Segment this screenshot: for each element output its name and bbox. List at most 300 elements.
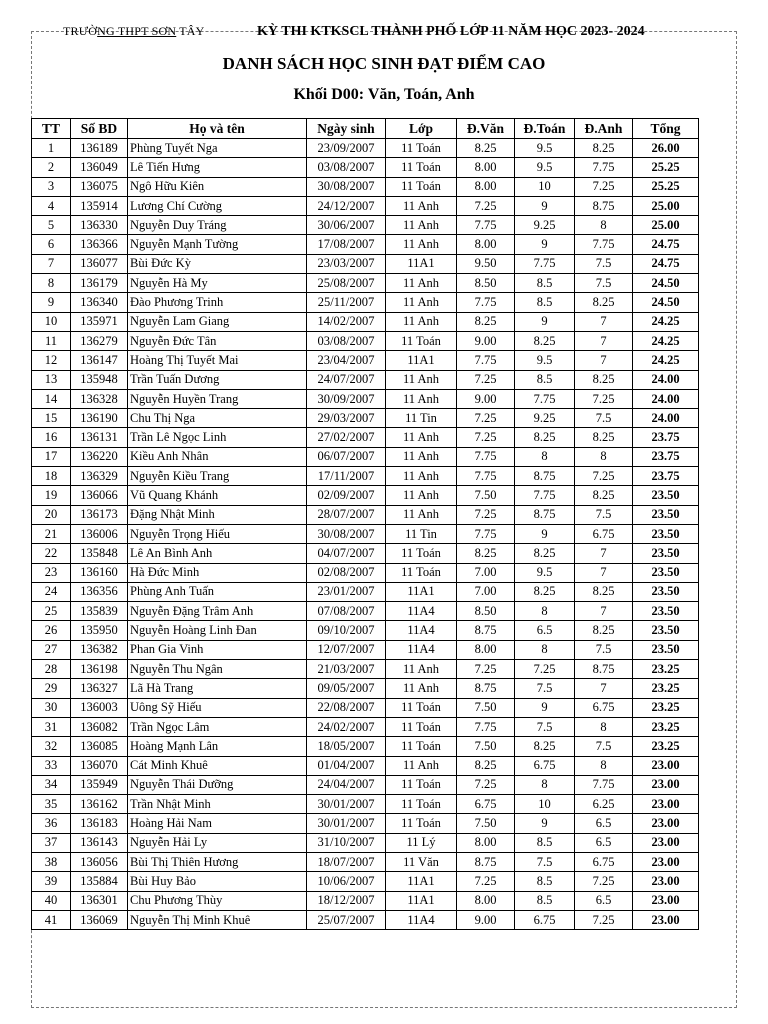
cell-van: 8.25 (457, 312, 515, 331)
cell-van: 8.75 (457, 621, 515, 640)
cell-tt: 20 (32, 505, 71, 524)
table-row (32, 640, 699, 659)
cell-name: Phùng Tuyết Nga (128, 139, 307, 158)
cell-toan: 8.5 (515, 370, 575, 389)
cell-class: 11 Toán (386, 158, 457, 177)
cell-tt: 24 (32, 582, 71, 601)
cell-name: Bùi Thị Thiên Hương (128, 852, 307, 871)
cell-sbd: 136329 (71, 467, 128, 486)
cell-anh: 8.25 (575, 370, 633, 389)
cell-name: Trần Ngọc Lâm (128, 717, 307, 736)
cell-dob: 25/07/2007 (307, 910, 386, 929)
cell-total: 23.25 (633, 679, 699, 698)
cell-toan: 9 (515, 235, 575, 254)
cell-toan: 7.75 (515, 389, 575, 408)
cell-dob: 24/04/2007 (307, 775, 386, 794)
cell-sbd: 136147 (71, 351, 128, 370)
cell-sbd: 136056 (71, 852, 128, 871)
cell-van: 7.00 (457, 582, 515, 601)
cell-name: Nguyễn Đặng Trâm Anh (128, 602, 307, 621)
cell-dob: 21/03/2007 (307, 660, 386, 679)
cell-dob: 01/04/2007 (307, 756, 386, 775)
cell-toan: 8.25 (515, 582, 575, 601)
cell-class: 11 Toán (386, 814, 457, 833)
cell-total: 24.00 (633, 409, 699, 428)
cell-name: Đào Phương Trinh (128, 293, 307, 312)
cell-toan: 7.75 (515, 486, 575, 505)
cell-total: 24.25 (633, 331, 699, 350)
results-table (31, 118, 699, 930)
table-row (32, 177, 699, 196)
cell-sbd: 135914 (71, 196, 128, 215)
cell-sbd: 136328 (71, 389, 128, 408)
cell-tt: 40 (32, 891, 71, 910)
cell-sbd: 135949 (71, 775, 128, 794)
cell-total: 23.75 (633, 447, 699, 466)
cell-class: 11 Toán (386, 177, 457, 196)
cell-toan: 8.5 (515, 833, 575, 852)
cell-van: 7.75 (457, 524, 515, 543)
cell-name: Trần Tuấn Dương (128, 370, 307, 389)
cell-class: 11 Anh (386, 447, 457, 466)
cell-dob: 27/02/2007 (307, 428, 386, 447)
cell-total: 23.50 (633, 582, 699, 601)
cell-tt: 8 (32, 274, 71, 293)
table-row (32, 216, 699, 235)
cell-dob: 24/02/2007 (307, 717, 386, 736)
cell-van: 9.00 (457, 389, 515, 408)
table-row (32, 331, 699, 350)
cell-van: 8.00 (457, 177, 515, 196)
table-row (32, 486, 699, 505)
cell-dob: 17/08/2007 (307, 235, 386, 254)
cell-tt: 5 (32, 216, 71, 235)
cell-dob: 30/01/2007 (307, 814, 386, 833)
cell-toan: 7.5 (515, 717, 575, 736)
cell-anh: 6.75 (575, 698, 633, 717)
cell-toan: 9 (515, 814, 575, 833)
cell-tt: 33 (32, 756, 71, 775)
cell-total: 23.75 (633, 467, 699, 486)
cell-class: 11 Anh (386, 505, 457, 524)
cell-tt: 34 (32, 775, 71, 794)
cell-name: Nguyễn Duy Tráng (128, 216, 307, 235)
cell-class: 11 Anh (386, 274, 457, 293)
group-title: Khối D00: Văn, Toán, Anh (293, 86, 475, 103)
table-row (32, 274, 699, 293)
table-row (32, 196, 699, 215)
cell-class: 11 Anh (386, 370, 457, 389)
cell-anh: 8.25 (575, 139, 633, 158)
cell-total: 24.00 (633, 370, 699, 389)
cell-dob: 22/08/2007 (307, 698, 386, 717)
cell-dob: 23/09/2007 (307, 139, 386, 158)
cell-tt: 15 (32, 409, 71, 428)
cell-dob: 14/02/2007 (307, 312, 386, 331)
cell-class: 11 Anh (386, 467, 457, 486)
cell-name: Nguyễn Huyền Trang (128, 389, 307, 408)
cell-class: 11 Tin (386, 409, 457, 428)
cell-name: Lê Tiến Hưng (128, 158, 307, 177)
cell-tt: 2 (32, 158, 71, 177)
cell-total: 23.00 (633, 814, 699, 833)
cell-class: 11 Văn (386, 852, 457, 871)
exam-title: KỲ THI KTKSCL THÀNH PHỐ LỚP 11 NĂM HỌC 2023- 2024 (257, 24, 645, 39)
cell-sbd: 136003 (71, 698, 128, 717)
cell-total: 25.25 (633, 177, 699, 196)
cell-sbd: 136006 (71, 524, 128, 543)
cell-toan: 9 (515, 524, 575, 543)
cell-sbd: 136085 (71, 737, 128, 756)
cell-anh: 7 (575, 563, 633, 582)
cell-total: 23.00 (633, 872, 699, 891)
cell-class: 11 Lý (386, 833, 457, 852)
table-row (32, 852, 699, 871)
table-row (32, 235, 699, 254)
cell-toan: 8.25 (515, 737, 575, 756)
table-row (32, 737, 699, 756)
cell-toan: 8.75 (515, 505, 575, 524)
cell-tt: 12 (32, 351, 71, 370)
cell-dob: 18/07/2007 (307, 852, 386, 871)
cell-name: Kiều Anh Nhân (128, 447, 307, 466)
cell-class: 11 Anh (386, 660, 457, 679)
table-row (32, 428, 699, 447)
cell-class: 11A1 (386, 351, 457, 370)
cell-sbd: 135950 (71, 621, 128, 640)
cell-sbd: 136075 (71, 177, 128, 196)
column-header: Ngày sinh (307, 119, 386, 139)
cell-class: 11 Toán (386, 331, 457, 350)
cell-van: 8.00 (457, 235, 515, 254)
cell-van: 7.75 (457, 351, 515, 370)
cell-class: 11 Toán (386, 775, 457, 794)
cell-toan: 9.25 (515, 409, 575, 428)
cell-name: Trần Lê Ngọc Linh (128, 428, 307, 447)
cell-anh: 7.25 (575, 177, 633, 196)
cell-sbd: 136183 (71, 814, 128, 833)
cell-class: 11 Toán (386, 737, 457, 756)
column-header: Lớp (386, 119, 457, 139)
cell-anh: 8.25 (575, 293, 633, 312)
cell-name: Lương Chí Cường (128, 196, 307, 215)
cell-anh: 7.5 (575, 254, 633, 273)
cell-van: 9.00 (457, 910, 515, 929)
cell-class: 11A1 (386, 891, 457, 910)
cell-total: 23.25 (633, 660, 699, 679)
cell-van: 7.75 (457, 447, 515, 466)
cell-tt: 35 (32, 795, 71, 814)
cell-sbd: 136160 (71, 563, 128, 582)
cell-anh: 8.25 (575, 621, 633, 640)
cell-name: Hoàng Mạnh Lân (128, 737, 307, 756)
table-row (32, 312, 699, 331)
cell-anh: 6.5 (575, 833, 633, 852)
cell-dob: 29/03/2007 (307, 409, 386, 428)
cell-tt: 11 (32, 331, 71, 350)
cell-anh: 6.75 (575, 524, 633, 543)
cell-van: 7.25 (457, 660, 515, 679)
cell-toan: 8 (515, 640, 575, 659)
cell-dob: 30/08/2007 (307, 177, 386, 196)
cell-anh: 8.25 (575, 582, 633, 601)
cell-toan: 7.5 (515, 852, 575, 871)
table-row (32, 679, 699, 698)
cell-van: 8.00 (457, 833, 515, 852)
cell-sbd: 136082 (71, 717, 128, 736)
cell-tt: 28 (32, 660, 71, 679)
cell-total: 23.50 (633, 544, 699, 563)
cell-toan: 9 (515, 196, 575, 215)
cell-toan: 6.5 (515, 621, 575, 640)
cell-name: Vũ Quang Khánh (128, 486, 307, 505)
cell-total: 24.00 (633, 389, 699, 408)
cell-van: 7.25 (457, 196, 515, 215)
school-name-prefix: TRƯỜ (63, 24, 98, 38)
cell-class: 11A4 (386, 602, 457, 621)
cell-total: 23.25 (633, 717, 699, 736)
cell-sbd: 136162 (71, 795, 128, 814)
table-row (32, 293, 699, 312)
column-header: TT (32, 119, 71, 139)
cell-class: 11A4 (386, 910, 457, 929)
cell-van: 7.75 (457, 216, 515, 235)
cell-tt: 6 (32, 235, 71, 254)
cell-van: 8.25 (457, 756, 515, 775)
table-body (32, 139, 699, 930)
cell-name: Nguyễn Lam Giang (128, 312, 307, 331)
cell-sbd: 136356 (71, 582, 128, 601)
cell-total: 23.00 (633, 756, 699, 775)
table-row (32, 698, 699, 717)
cell-dob: 09/10/2007 (307, 621, 386, 640)
cell-name: Lã Hà Trang (128, 679, 307, 698)
cell-name: Hà Đức Minh (128, 563, 307, 582)
cell-anh: 8.75 (575, 196, 633, 215)
table-row (32, 717, 699, 736)
cell-name: Đặng Nhật Minh (128, 505, 307, 524)
cell-sbd: 136077 (71, 254, 128, 273)
cell-dob: 03/08/2007 (307, 331, 386, 350)
cell-sbd: 136131 (71, 428, 128, 447)
cell-total: 26.00 (633, 139, 699, 158)
cell-toan: 7.75 (515, 254, 575, 273)
cell-name: Nguyễn Hoàng Linh Đan (128, 621, 307, 640)
cell-van: 8.75 (457, 852, 515, 871)
cell-name: Nguyễn Thu Ngân (128, 660, 307, 679)
cell-name: Lê An Bình Anh (128, 544, 307, 563)
cell-tt: 9 (32, 293, 71, 312)
cell-sbd: 135884 (71, 872, 128, 891)
table-row (32, 833, 699, 852)
cell-total: 23.50 (633, 524, 699, 543)
cell-tt: 22 (32, 544, 71, 563)
cell-name: Bùi Huy Bảo (128, 872, 307, 891)
table-row (32, 910, 699, 929)
cell-sbd: 136190 (71, 409, 128, 428)
cell-tt: 41 (32, 910, 71, 929)
cell-anh: 8.25 (575, 428, 633, 447)
cell-toan: 8.75 (515, 467, 575, 486)
table-row (32, 409, 699, 428)
cell-dob: 23/01/2007 (307, 582, 386, 601)
cell-van: 7.25 (457, 370, 515, 389)
cell-van: 6.75 (457, 795, 515, 814)
cell-dob: 18/12/2007 (307, 891, 386, 910)
cell-toan: 8.5 (515, 872, 575, 891)
cell-van: 7.50 (457, 486, 515, 505)
cell-tt: 7 (32, 254, 71, 273)
cell-dob: 02/08/2007 (307, 563, 386, 582)
cell-name: Nguyễn Thái Dưỡng (128, 775, 307, 794)
cell-class: 11A1 (386, 582, 457, 601)
cell-van: 8.00 (457, 891, 515, 910)
cell-toan: 8.5 (515, 293, 575, 312)
cell-tt: 19 (32, 486, 71, 505)
cell-anh: 6.5 (575, 814, 633, 833)
cell-toan: 8.5 (515, 891, 575, 910)
cell-class: 11A4 (386, 640, 457, 659)
cell-class: 11 Toán (386, 139, 457, 158)
cell-anh: 7.5 (575, 274, 633, 293)
cell-name: Phùng Anh Tuấn (128, 582, 307, 601)
cell-tt: 3 (32, 177, 71, 196)
cell-sbd: 136070 (71, 756, 128, 775)
cell-tt: 23 (32, 563, 71, 582)
cell-toan: 9.5 (515, 139, 575, 158)
cell-dob: 10/06/2007 (307, 872, 386, 891)
cell-class: 11 Toán (386, 717, 457, 736)
cell-anh: 8.75 (575, 660, 633, 679)
cell-dob: 30/09/2007 (307, 389, 386, 408)
cell-name: Nguyễn Hà My (128, 274, 307, 293)
cell-dob: 02/09/2007 (307, 486, 386, 505)
cell-sbd: 135839 (71, 602, 128, 621)
cell-name: Hoàng Thị Tuyết Mai (128, 351, 307, 370)
column-header: Họ và tên (128, 119, 307, 139)
table-row (32, 370, 699, 389)
cell-total: 23.00 (633, 833, 699, 852)
cell-total: 23.50 (633, 621, 699, 640)
cell-sbd: 135971 (71, 312, 128, 331)
cell-total: 25.25 (633, 158, 699, 177)
cell-anh: 7.5 (575, 737, 633, 756)
cell-class: 11 Anh (386, 216, 457, 235)
cell-anh: 7.25 (575, 910, 633, 929)
cell-toan: 6.75 (515, 756, 575, 775)
table-row (32, 582, 699, 601)
cell-class: 11 Toán (386, 563, 457, 582)
cell-total: 23.50 (633, 486, 699, 505)
cell-van: 7.25 (457, 409, 515, 428)
cell-dob: 04/07/2007 (307, 544, 386, 563)
cell-sbd: 136049 (71, 158, 128, 177)
cell-sbd: 136189 (71, 139, 128, 158)
cell-total: 25.00 (633, 216, 699, 235)
list-title: DANH SÁCH HỌC SINH ĐẠT ĐIỂM CAO (222, 54, 546, 73)
cell-tt: 38 (32, 852, 71, 871)
cell-tt: 16 (32, 428, 71, 447)
cell-van: 7.75 (457, 717, 515, 736)
cell-van: 7.00 (457, 563, 515, 582)
cell-sbd: 136330 (71, 216, 128, 235)
cell-anh: 8 (575, 717, 633, 736)
cell-anh: 7.25 (575, 389, 633, 408)
cell-name: Nguyễn Đức Tân (128, 331, 307, 350)
cell-dob: 18/05/2007 (307, 737, 386, 756)
cell-toan: 7.5 (515, 679, 575, 698)
column-header: Số BD (71, 119, 128, 139)
cell-dob: 23/04/2007 (307, 351, 386, 370)
cell-dob: 24/12/2007 (307, 196, 386, 215)
cell-class: 11A1 (386, 254, 457, 273)
cell-total: 23.00 (633, 891, 699, 910)
cell-name: Chu Phương Thùy (128, 891, 307, 910)
cell-name: Nguyễn Thị Minh Khuê (128, 910, 307, 929)
cell-van: 8.75 (457, 679, 515, 698)
cell-tt: 14 (32, 389, 71, 408)
cell-sbd: 135948 (71, 370, 128, 389)
cell-toan: 10 (515, 177, 575, 196)
cell-anh: 6.5 (575, 891, 633, 910)
cell-anh: 8 (575, 756, 633, 775)
cell-anh: 6.25 (575, 795, 633, 814)
cell-toan: 9.25 (515, 216, 575, 235)
cell-tt: 26 (32, 621, 71, 640)
cell-anh: 7.5 (575, 505, 633, 524)
cell-total: 24.75 (633, 235, 699, 254)
table-row (32, 891, 699, 910)
cell-class: 11 Anh (386, 235, 457, 254)
cell-tt: 10 (32, 312, 71, 331)
cell-toan: 8 (515, 447, 575, 466)
table-row (32, 775, 699, 794)
cell-toan: 6.75 (515, 910, 575, 929)
cell-toan: 9.5 (515, 158, 575, 177)
cell-name: Nguyễn Hải Ly (128, 833, 307, 852)
cell-tt: 37 (32, 833, 71, 852)
table-row (32, 563, 699, 582)
cell-tt: 27 (32, 640, 71, 659)
cell-total: 23.25 (633, 737, 699, 756)
cell-name: Bùi Đức Kỳ (128, 254, 307, 273)
cell-name: Nguyễn Trọng Hiếu (128, 524, 307, 543)
cell-total: 23.50 (633, 602, 699, 621)
cell-sbd: 136143 (71, 833, 128, 852)
table-row (32, 351, 699, 370)
cell-anh: 7.25 (575, 872, 633, 891)
cell-name: Hoàng Hải Nam (128, 814, 307, 833)
cell-dob: 31/10/2007 (307, 833, 386, 852)
cell-anh: 7.5 (575, 640, 633, 659)
cell-tt: 39 (32, 872, 71, 891)
cell-van: 7.25 (457, 428, 515, 447)
cell-toan: 8.25 (515, 331, 575, 350)
cell-class: 11 Anh (386, 679, 457, 698)
cell-dob: 25/11/2007 (307, 293, 386, 312)
cell-sbd: 136327 (71, 679, 128, 698)
cell-anh: 7 (575, 331, 633, 350)
cell-anh: 7.25 (575, 467, 633, 486)
school-name (63, 24, 204, 39)
cell-sbd: 136220 (71, 447, 128, 466)
cell-sbd: 136340 (71, 293, 128, 312)
cell-toan: 9.5 (515, 563, 575, 582)
cell-sbd: 136066 (71, 486, 128, 505)
cell-toan: 7.25 (515, 660, 575, 679)
cell-anh: 7.75 (575, 775, 633, 794)
cell-tt: 31 (32, 717, 71, 736)
